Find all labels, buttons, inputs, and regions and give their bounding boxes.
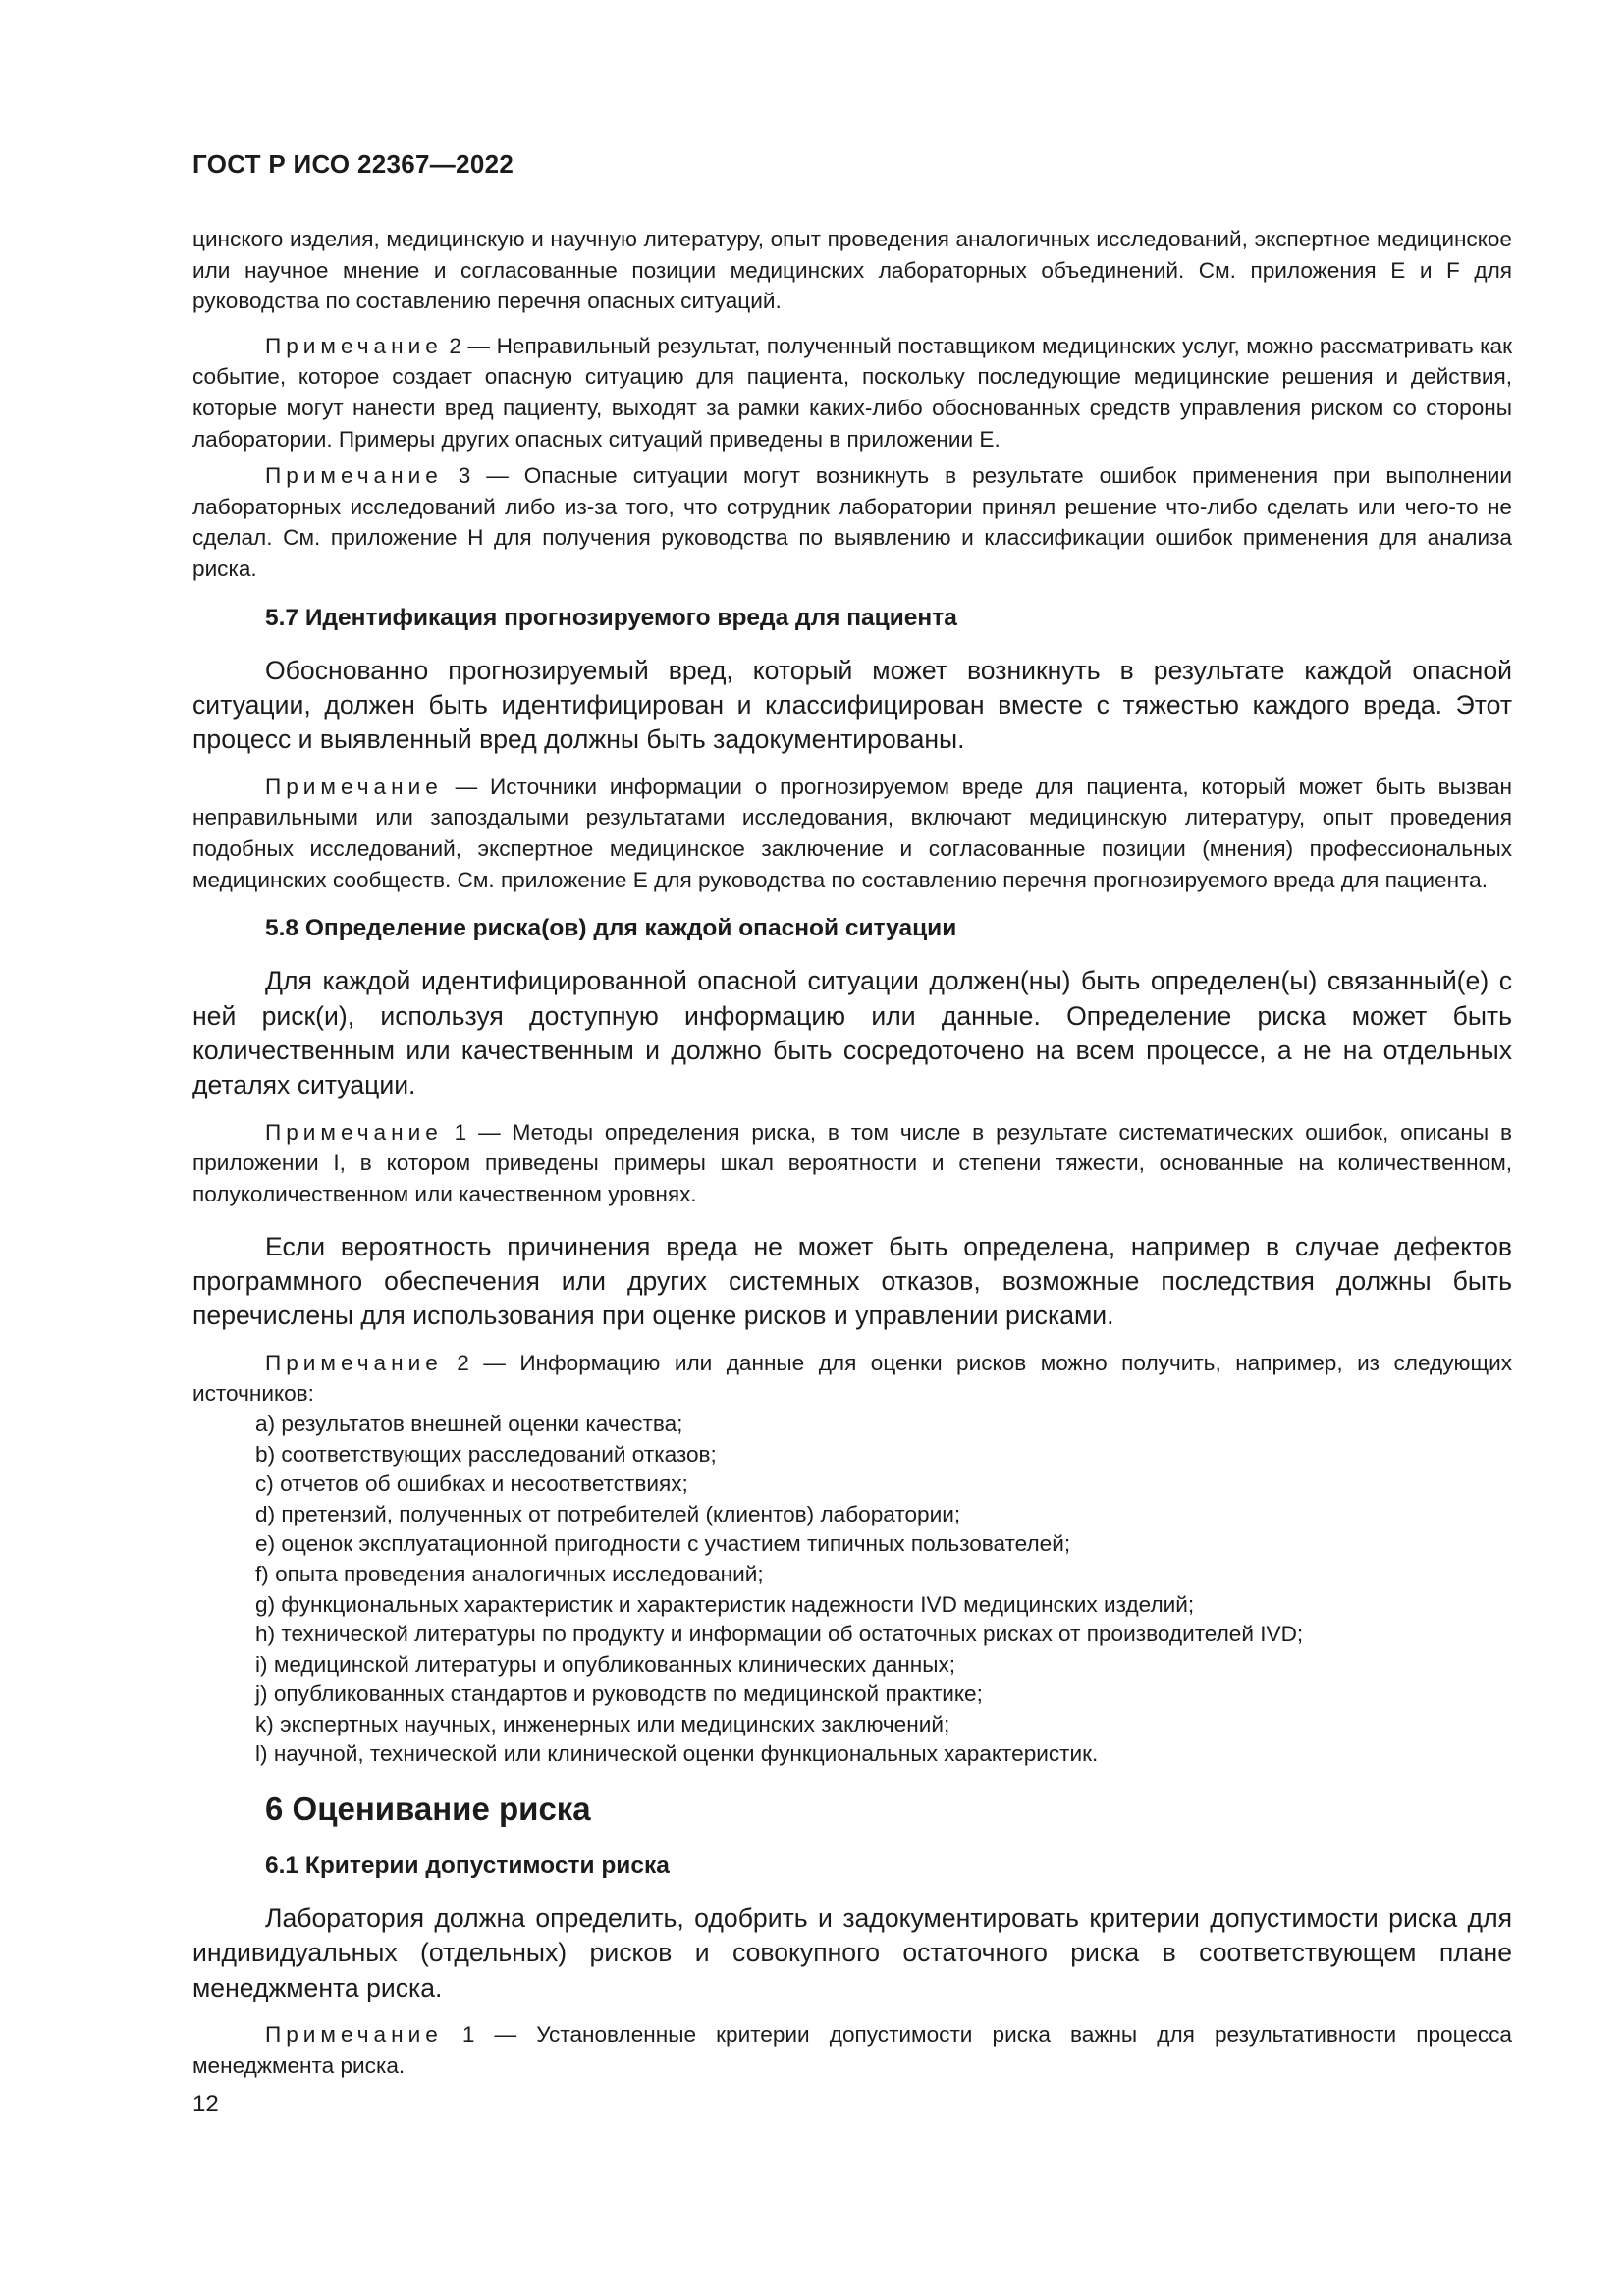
list-item: e) оценок эксплуатационной пригодности с участием типичных пользователей; xyxy=(255,1531,1071,1557)
list-item: a) результатов внешней оценки качества; xyxy=(255,1411,683,1436)
list-item: f) опыта проведения аналогичных исследований; xyxy=(255,1561,764,1586)
note-label: Примечание xyxy=(265,463,443,489)
note-hazard-3 xyxy=(192,460,1512,584)
note-text: 2 — Неправильный результат, полученный поставщиком медицинских услуг, можно рассматривать как событие, которое создает опасную ситуацию для пациента, поскольку последующие медицинские решения и действия, которые могут нанести вред пациенту, выходят за рамки каких-либо обоснованных средств управления риском со стороны лаборатории. Примеры других опасных ситуаций приведены в приложении E. xyxy=(192,333,1512,452)
section-5-8-note-2 xyxy=(192,1348,1512,1410)
note-label: Примечание xyxy=(265,333,443,358)
section-5-7-note xyxy=(192,772,1512,895)
list-item: c) отчетов об ошибках и несоответствиях; xyxy=(255,1471,688,1497)
note-text: 1 — Установленные критерии допустимости риска важны для результативности процесса менеджмента риска. xyxy=(192,2022,1512,2078)
section-5-8-paragraph-2: Если вероятность причинения вреда не может быть определена, например в случае дефектов программного обеспечения или других системных отказов, возможные последствия должны быть перечислены для использования при оценке рисков и управлении рисками. xyxy=(192,1231,1512,1331)
list-item: h) технической литературы по продукту и информации об остаточных рисках от производителей IVD; xyxy=(255,1622,1304,1647)
note-label: Примечание xyxy=(265,774,443,799)
list-item: b) соответствующих расследований отказов; xyxy=(255,1441,717,1467)
note-text: 2 — Информацию или данные для оценки рисков можно получить, например, из следующих источников: xyxy=(192,1350,1512,1407)
page-body xyxy=(192,224,1512,2081)
list-item: d) претензий, полученных от потребителей (клиентов) лаборатории; xyxy=(255,1501,961,1526)
sources-list xyxy=(192,1410,1512,1770)
page-number: 12 xyxy=(192,2091,219,2117)
list-item: k) экспертных научных, инженерных или медицинских заключений; xyxy=(255,1711,950,1736)
section-6-1-paragraph: Лаборатория должна определить, одобрить и задокументировать критерии допустимости риска для индивидуальных (отдельных) рисков и совокупного остаточного риска в соответствующем плане менеджмента риска. xyxy=(192,1903,1512,2002)
note-text: 3 — Опасные ситуации могут возникнуть в результате ошибок применения при выполнении лабораторных исследований либо из-за того, что сотрудник лаборатории принял решение что-либо сделать или чего-то не сделал. См. приложение H для получения руководства по выявлению и классификации ошибок применения для анализа риска. xyxy=(192,463,1512,581)
section-5-8-note-1 xyxy=(192,1117,1512,1210)
list-item: l) научной, технической или клинической оценки функциональных характеристик. xyxy=(255,1741,1099,1767)
note-label: Примечание xyxy=(265,1350,443,1375)
note-text: 1 — Методы определения риска, в том числе в результате систематических ошибок, описаны в приложении I, в котором приведены примеры шкал вероятности и степени тяжести, основанные на количественном, полуколичественном или качественном уровнях. xyxy=(192,1119,1512,1206)
section-5-8-paragraph-1: Для каждой идентифицированной опасной ситуации должен(ны) быть определен(ы) связанный(е) с ней риск(и), используя доступную информацию или данные. Определение риска может быть количественным или качественным и должно быть сосредоточено на всем процессе, а не на отдельных деталях ситуации. xyxy=(192,966,1512,1100)
note-label: Примечание xyxy=(265,2022,443,2048)
section-5-8-heading: 5.8 Определение риска(ов) для каждой опасной ситуации xyxy=(265,915,957,942)
section-5-7-heading: 5.7 Идентификация прогнозируемого вреда для пациента xyxy=(265,604,957,631)
note-label: Примечание xyxy=(265,1119,443,1145)
note-hazard-2 xyxy=(192,331,1512,454)
list-item: g) функциональных характеристик и характеристик надежности IVD медицинских изделий; xyxy=(255,1591,1195,1617)
section-6-1-heading: 6.1 Критерии допустимости риска xyxy=(265,1852,670,1880)
section-5-7-paragraph: Обоснованно прогнозируемый вред, который может возникнуть в результате каждой опасной ситуации, должен быть идентифицирован и классифицирован вместе с тяжестью каждого вреда. Этот процесс и выявленный вред должны быть задокументированы. xyxy=(192,655,1512,755)
section-6-1-note-1 xyxy=(192,2019,1512,2081)
document-header: ГОСТ Р ИСО 22367—2022 xyxy=(192,149,514,179)
section-6-heading: 6 Оценивание риска xyxy=(265,1790,591,1828)
list-item: i) медицинской литературы и опубликованных клинических данных; xyxy=(255,1651,956,1677)
continued-paragraph: цинского изделия, медицинскую и научную литературу, опыт проведения аналогичных исследований, экспертное медицинское или научное мнение и согласованные позиции медицинских лабораторных объединений. См. приложения E и F для руководства по составлению перечня опасных ситуаций. xyxy=(192,227,1512,314)
note-text: — Источники информации о прогнозируемом вреде для пациента, который может быть вызван неправильными или запоздалыми результатами исследования, включают медицинскую литературу, опыт проведения подобных исследований, экспертное медицинское заключение и согласованные позиции (мнения) профессиональных медицинских сообществ. См. приложение E для руководства по составлению перечня прогнозируемого вреда для пациента. xyxy=(192,774,1512,892)
list-item: j) опубликованных стандартов и руководств по медицинской практике; xyxy=(255,1682,983,1707)
